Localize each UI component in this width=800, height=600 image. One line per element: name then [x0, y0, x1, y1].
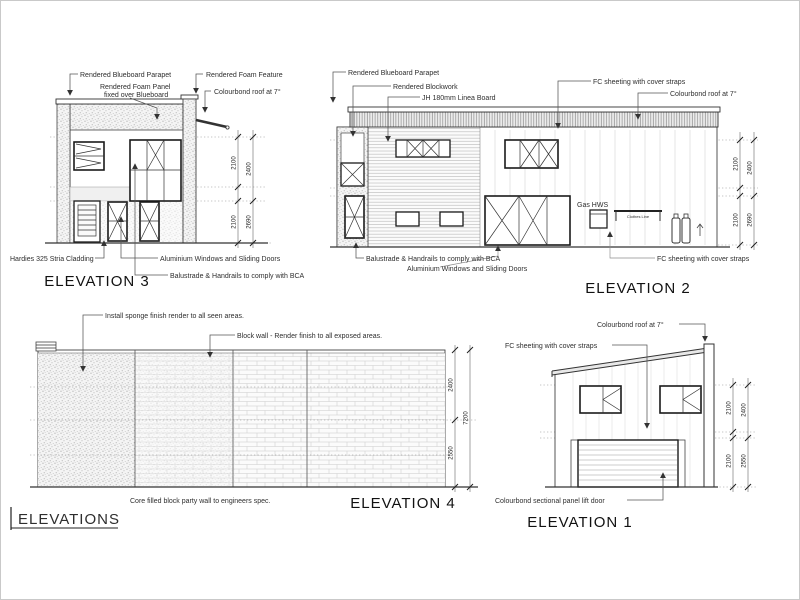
annotation-party-wall: Core filled block party wall to engineers spec.	[130, 498, 271, 505]
dim-label: 2400	[246, 162, 253, 176]
elevation2-label: ELEVATION 2	[585, 280, 691, 297]
dim-label: 2550	[448, 446, 455, 460]
window	[341, 163, 364, 186]
window	[440, 212, 463, 226]
dim-label: 2100	[726, 454, 733, 468]
elevation4-view	[30, 313, 478, 512]
dimension-lines	[232, 130, 256, 248]
annotation-windows: Aluminium Windows and Sliding Doors	[160, 256, 281, 263]
panel	[341, 133, 364, 163]
party-wall-end	[704, 344, 714, 487]
window	[74, 142, 104, 170]
window	[505, 140, 558, 168]
window	[345, 196, 364, 238]
dimension-lines	[734, 132, 757, 250]
annotation-fc-sheeting-top: FC sheeting with cover straps	[593, 79, 686, 86]
dimension-lines	[449, 345, 473, 492]
annotation-gas-hws: Gas HWS	[577, 202, 609, 209]
leader-line	[333, 72, 346, 102]
window	[396, 212, 419, 226]
feature-cap	[181, 95, 198, 99]
elevation2-view	[330, 70, 758, 297]
dim-label: 2100	[733, 213, 740, 227]
annotation-parapet: Rendered Blueboard Parapet	[80, 72, 172, 79]
annotation-parapet: Rendered Blueboard Parapet	[348, 70, 440, 77]
annotation-sponge-render: Install sponge finish render to all seen areas.	[105, 313, 244, 320]
louvre-door	[74, 201, 100, 242]
sliding-door	[130, 140, 181, 201]
dim-label: 2550	[741, 454, 748, 468]
parapet-cap	[56, 99, 187, 104]
dim-label: 2690	[747, 213, 754, 227]
annotation-fc-sheeting-bottom: FC sheeting with cover straps	[657, 256, 750, 263]
leader-line	[196, 74, 203, 93]
window	[580, 386, 621, 413]
dim-label: 2100	[231, 215, 238, 229]
sheet-title	[11, 507, 120, 530]
dim-label: 2400	[448, 378, 455, 392]
window	[108, 202, 127, 241]
annotation-block-wall: Block wall - Render finish to all exposed areas.	[237, 333, 383, 340]
dim-label: 2100	[733, 157, 740, 171]
dim-label: 2690	[246, 215, 253, 229]
annotation-lift-door: Colourbond sectional panel lift door	[495, 498, 605, 505]
annotation-foam-panel: Rendered Foam Panel	[100, 84, 171, 91]
annotation-balustrade: Balustrade & Handrails to comply with BCA	[366, 256, 501, 263]
annotation-foam-panel: fixed over Blueboard	[104, 92, 169, 99]
parapet-cap	[348, 107, 720, 112]
dim-label: 2100	[231, 156, 238, 170]
foam-panel-band	[70, 104, 183, 130]
leader-line	[679, 324, 705, 341]
annotation-balustrade: Balustrade & Handrails to comply with BCA	[170, 273, 305, 280]
dim-label: 2400	[741, 403, 748, 417]
window	[140, 202, 159, 241]
elevation3-label: ELEVATION 3	[44, 273, 150, 290]
annotation-fc-sheeting: FC sheeting with cover straps	[505, 343, 598, 350]
sliding-door	[485, 196, 570, 245]
annotation-clothes-line: Clothes Line	[626, 214, 650, 219]
pilaster	[57, 104, 70, 243]
elevation4-label: ELEVATION 4	[350, 495, 456, 512]
annotation-roof: Colourbond roof at 7°	[214, 89, 281, 96]
dim-label: 7200	[463, 411, 470, 425]
annotation-roof: Colourbond roof at 7°	[597, 322, 664, 329]
annotation-linea-board: JH 180mm Linea Board	[422, 95, 496, 102]
annotation-foam-feature: Rendered Foam Feature	[206, 72, 283, 79]
annotation-windows: Aluminium Windows and Sliding Doors	[407, 266, 528, 273]
strip-window	[396, 140, 450, 157]
dim-label: 2100	[726, 401, 733, 415]
elevation1-label: ELEVATION 1	[527, 514, 633, 531]
gas-hws-unit	[590, 210, 607, 228]
roof-flashing	[196, 120, 227, 127]
annotation-cladding: Hardies 325 Stria Cladding	[10, 256, 94, 263]
dim-label: 2400	[747, 161, 754, 175]
elevation1-view	[495, 321, 756, 531]
leader-line	[205, 91, 211, 112]
dimension-lines	[727, 378, 751, 492]
foam-feature-column	[183, 99, 196, 243]
window	[660, 386, 701, 413]
annotation-blockwork: Rendered Blockwork	[393, 84, 458, 91]
roof-band	[350, 112, 718, 127]
sheet-title-text: ELEVATIONS	[18, 511, 120, 528]
annotation-roof: Colourbond roof at 7°	[670, 91, 737, 98]
flashing-end	[226, 126, 229, 129]
elevation3-view	[10, 72, 305, 290]
meter-box	[36, 342, 56, 351]
garage-door	[571, 440, 685, 487]
leader-line	[70, 74, 78, 95]
